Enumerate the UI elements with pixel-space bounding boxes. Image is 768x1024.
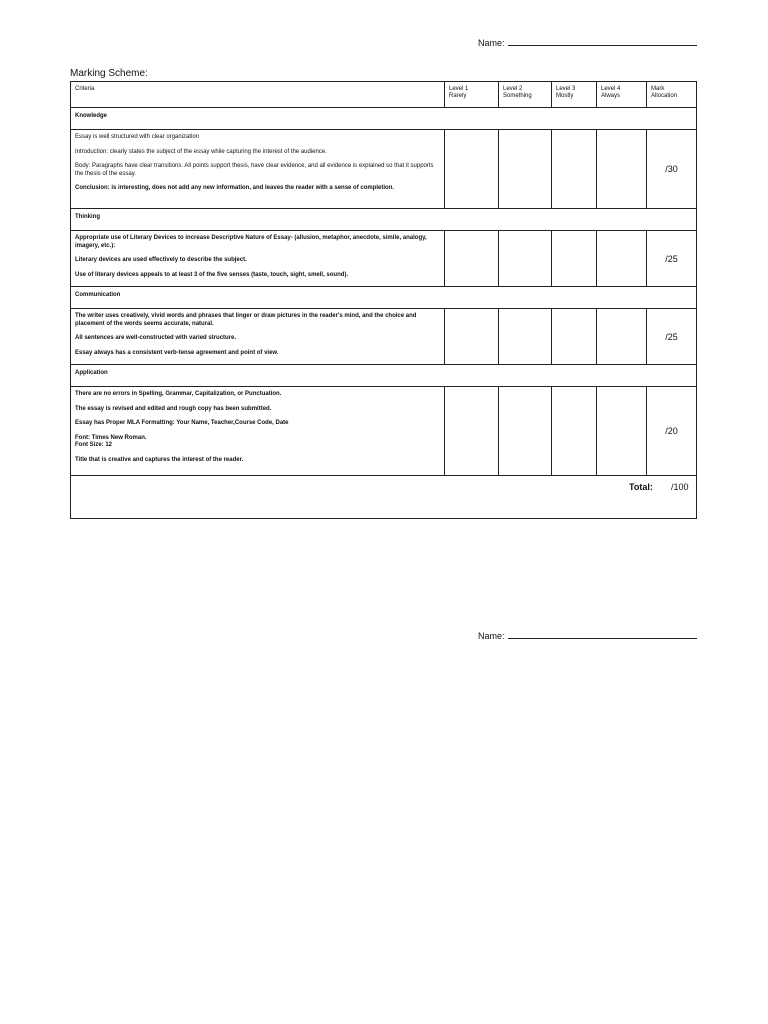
criteria-row-application [71,387,697,476]
header-level-2: Level 2 Something [499,82,552,108]
header-criteria: Criteria [71,82,445,108]
header-level-1: Level 1 Rarely [445,82,499,108]
criterion-text: Essay always has a consistent verb-tense agreement and point of view. [75,349,279,356]
name-label: Name: [478,38,505,48]
level-4-cell[interactable] [597,130,647,209]
section-title: Application [75,370,108,376]
level-1-cell[interactable] [445,231,499,287]
criterion-text: There are no errors in Spelling, Grammar, Capitalization, or Punctuation. [75,391,282,397]
level-4-cell[interactable] [597,387,647,476]
level-3-cell[interactable] [552,387,597,476]
criterion-text: Conclusion: is interesting, does not add any new information, and leaves the reader with a sense of completion. [75,185,395,191]
header-mark-allocation: Mark Allocation [647,82,697,108]
criteria-cell [71,387,445,476]
mark-cell: /25 [647,309,697,365]
criteria-row-knowledge [71,130,697,209]
criterion-text: Font: Times New Roman. Font Size: 12 [75,434,147,448]
name-label: Name: [478,631,505,641]
level-4-cell[interactable] [597,309,647,365]
marking-scheme-table [70,81,697,519]
section-title: Thinking [75,214,100,220]
level-3-cell[interactable] [552,130,597,209]
level-3-cell[interactable] [552,231,597,287]
level-2-cell[interactable] [499,387,552,476]
section-title: Communication [75,292,121,298]
header-level-3: Level 3 Mostly [552,82,597,108]
level-2-cell[interactable] [499,309,552,365]
footer-name-field [478,629,697,641]
criterion-text: Use of literary devices appeals to at least 3 of the five senses (taste, touch, sight, smell, sound). [75,271,349,278]
criterion-text: Introduction: clearly states the subject of the essay while capturing the interest of the audience. [75,148,327,155]
header-name-field [478,36,697,48]
criteria-cell [71,130,445,209]
name-blank-line [508,36,697,46]
level-1-cell[interactable] [445,387,499,476]
level-2-cell[interactable] [499,130,552,209]
criterion-text: All sentences are well-constructed with varied structure. [75,335,237,341]
section-knowledge-row [71,108,697,130]
mark-cell: /20 [647,387,697,476]
criterion-text: The essay is revised and edited and rough copy has been submitted. [75,405,272,412]
level-1-cell[interactable] [445,130,499,209]
criteria-cell [71,309,445,365]
total-row [71,476,697,519]
section-communication-row [71,287,697,309]
criterion-text: The writer uses creatively, vivid words and phrases that linger or draw pictures in the reader's mind, and the choice and placement of the words seems accurate, natural. [75,313,417,327]
criterion-text: Title that is creative and captures the interest of the reader. [75,456,244,463]
criterion-text: Literary devices are used effectively to describe the subject. [75,257,247,263]
criteria-cell [71,231,445,287]
mark-cell: /30 [647,130,697,209]
level-2-cell[interactable] [499,231,552,287]
marking-scheme-title: Marking Scheme: [70,68,148,79]
section-title: Knowledge [75,113,108,119]
criterion-text: Essay has Proper MLA Formatting: Your Name, Teacher,Course Code, Date [75,420,289,426]
criterion-text: Essay is well structured with clear organization [75,134,200,140]
total-value: /100 [671,482,689,492]
header-level-4: Level 4 Always [597,82,647,108]
criterion-text: Appropriate use of Literary Devices to increase Descriptive Nature of Essay- (allusion, metaphor, anecdote, simile, analogy, imagery, etc.): [75,235,427,249]
level-3-cell[interactable] [552,309,597,365]
section-thinking-row [71,209,697,231]
mark-cell: /25 [647,231,697,287]
name-blank-line [508,629,697,639]
level-1-cell[interactable] [445,309,499,365]
section-application-row [71,365,697,387]
table-header-row [71,82,697,108]
level-4-cell[interactable] [597,231,647,287]
criteria-row-communication [71,309,697,365]
criterion-text: Body: Paragraphs have clear transitions. All points support thesis, have clear evidence, and all evidence is explained so that it supports the thesis of the essay. [75,163,434,177]
total-label: Total: [629,482,653,492]
criteria-row-thinking [71,231,697,287]
